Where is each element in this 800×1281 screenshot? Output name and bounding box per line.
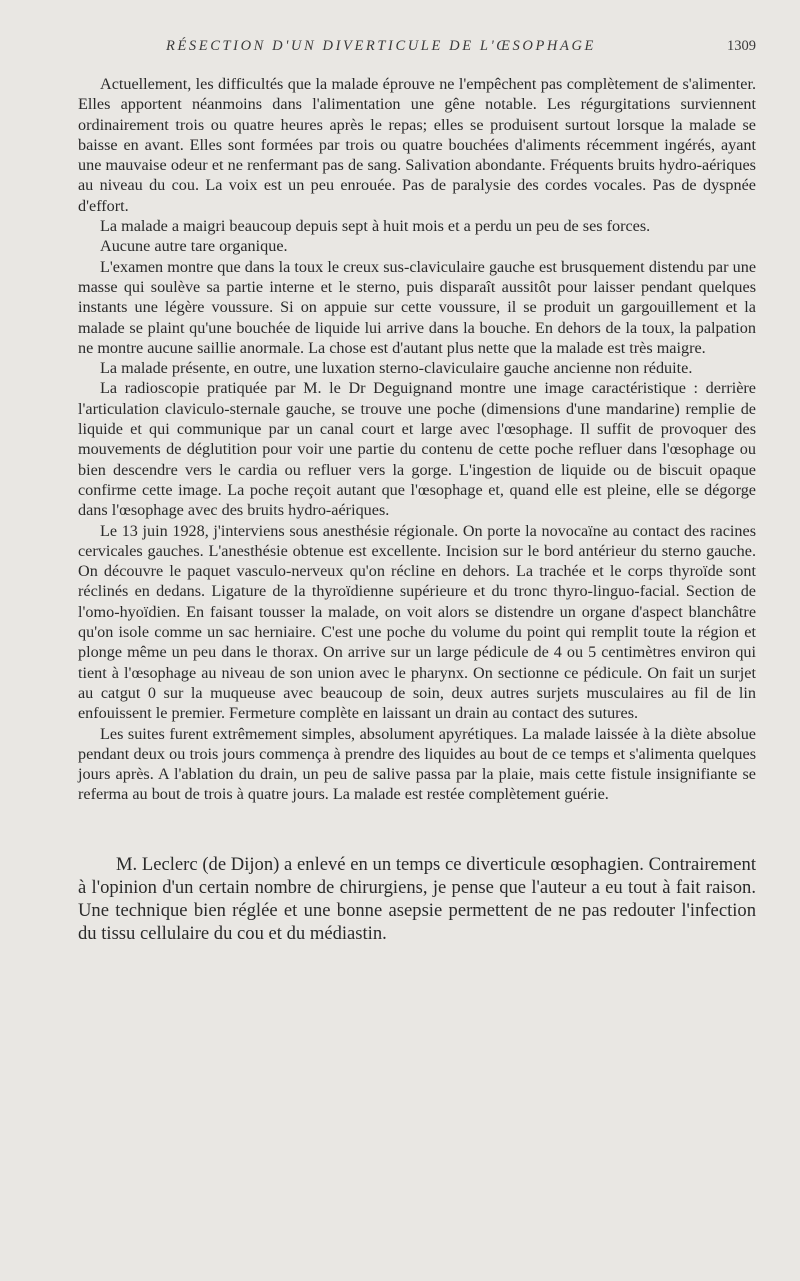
paragraph-no-other-defect: Aucune autre tare organique. — [100, 237, 288, 256]
case-report-text — [78, 74, 756, 805]
paragraph-outcome: Les suites furent extrêmement simples, absolument apyrétiques. La malade laissée à la diète absolue pendant deux ou trois jours commença à prendre des liquides au bout de ce temps et s'alimenta quelques jours après. A l'ablation du drain, un peu de salive passa par la plaie, mais cette fistule insignifiante se referma au bout de trois à quatre jours. La malade est restée complètement guérie. — [78, 724, 756, 804]
paragraph-symptoms: Actuellement, les difficultés que la malade éprouve ne l'empêchent pas complètement de s'alimenter. Elles apportent néanmoins dans l'alimentation une gêne notable. Les régurgitations surviennent ordinairement trois ou quatre heures après le repas; elles se produisent surtout lorsque la malade se baisse en avant. Elles sont formées par trois ou quatre bouchées d'aliments récemment ingérés, ayant une mauvaise odeur et ne renfermant pas de sang. Salivation abondante. Fréquents bruits hydro-aériques au niveau du cou. La voix est un peu enrouée. Pas de paralysie des cordes vocales. Pas de dyspnée d'effort. — [78, 75, 756, 215]
paragraph-luxation: La malade présente, en outre, une luxation sterno-claviculaire gauche ancienne non réduite. — [100, 359, 693, 378]
paragraph-weight-loss: La malade a maigri beaucoup depuis sept à huit mois et a perdu un peu de ses forces. — [100, 217, 651, 236]
paragraph-radioscopy: La radioscopie pratiquée par M. le Dr Deguignand montre une image caractéristique : derrière l'articulation claviculo-sternale gauche, se trouve une poche (dimensions d'une mandarine) remplie de liquide et qui communique par un canal court et large avec l'œsophage. Il suffit de provoquer des mouvements de déglutition pour voir une partie du contenu de cette poche refluer dans l'œsophage ou bien descendre vers le cardia ou refluer vers la gorge. L'ingestion de liquide ou de biscuit opaque confirme cette image. La poche reçoit autant que l'œsophage et, quand elle est pleine, elle se dégorge dans l'œsophage avec des bruits hydro-aériques. — [78, 379, 756, 520]
commentary-paragraph: M. Leclerc (de Dijon) a enlevé en un temps ce diverticule œsophagien. Contrairement à l'opinion d'un certain nombre de chirurgiens, je pense que l'auteur a eu tout à fait raison. Une technique bien réglée et une bonne asepsie permettent de ne pas redouter l'infection du tissu cellulaire du cou et du médiastin. — [78, 853, 756, 945]
page-header — [78, 34, 756, 56]
paragraph-operation: Le 13 juin 1928, j'interviens sous anesthésie régionale. On porte la novocaïne au contact des racines cervicales gauches. L'anesthésie obtenue est excellente. Incision sur le bord antérieur du sterno gauche. On découvre le paquet vasculo-nerveux qu'on récline en dehors. La trachée et le corps thyroïde sont réclinés en dedans. Ligature de la thyroïdienne supérieure et du tronc thyro-linguo-facial. Section de l'omo-hyoïdien. En faisant tousser la malade, on voit alors se distendre un organe d'aspect blanchâtre qu'on isole comme un sac herniaire. C'est une poche du volume du point qui remplit toute la région et plonge même un peu dans le thorax. On arrive sur un large pédicule de 4 ou 5 centimètres environ qui tient à l'œsophage au niveau de son union avec le pharynx. On sectionne ce pédicule. On fait un surjet au catgut 0 sur la muqueuse avec beaucoup de soin, deux autres surjets musculaires au fil de lin enfouissent le premier. Fermeture complète en laissant un drain au contact des sutures. — [78, 521, 756, 723]
commentary-section — [78, 853, 756, 946]
paragraph-examination: L'examen montre que dans la toux le creux sus-claviculaire gauche est brusquement distendu par une masse qui soulève sa partie interne et le sterno, puis disparaît aussitôt pour laisser pendant quelques instants une légère voussure. Si on appuie sur cette voussure, il se produit un gargouillement et la malade se plaint qu'une bouchée de liquide lui arrive dans la bouche. En dehors de la toux, la palpation ne montre aucune saillie anormale. La chose est d'autant plus nette que la malade est très maigre. — [78, 257, 756, 357]
running-title: RÉSECTION D'UN DIVERTICULE DE L'ŒSOPHAGE — [166, 38, 596, 54]
page-number: 1309 — [727, 38, 756, 54]
